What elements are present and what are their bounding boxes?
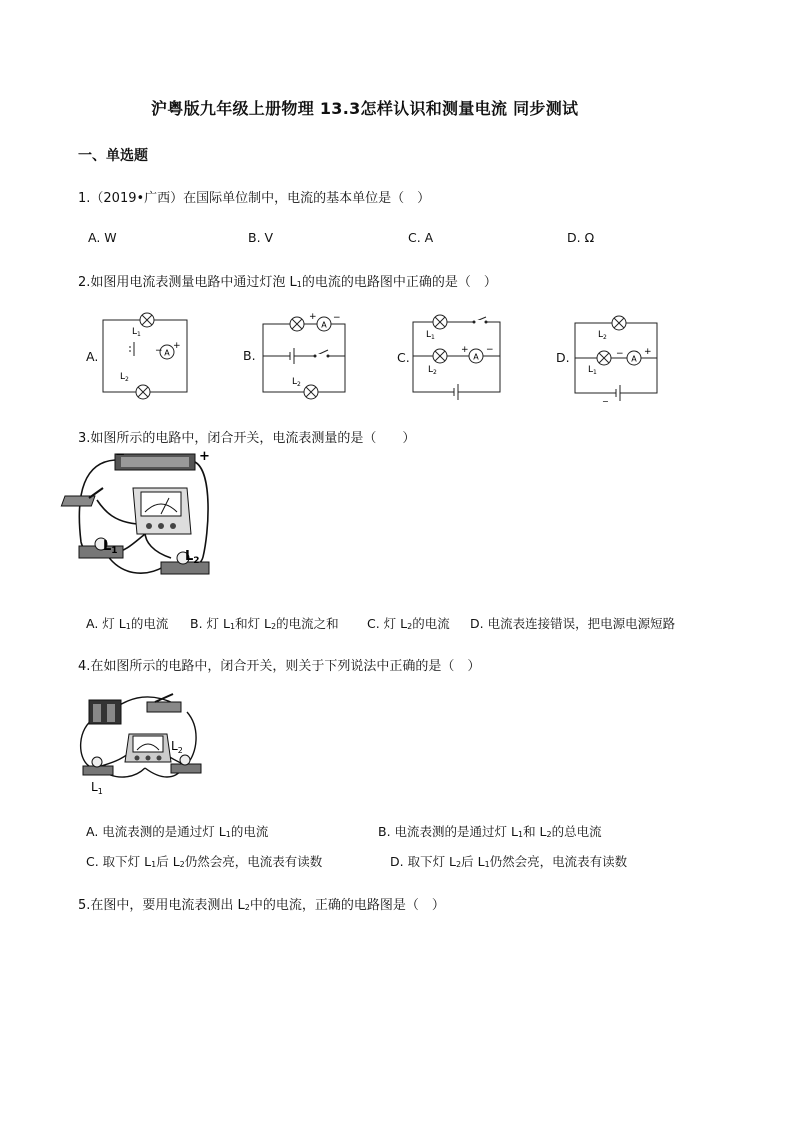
q1-option-d: D. Ω [567,230,595,245]
question-3-stem: 3.如图所示的电路中，闭合开关，电流表测量的是（ ） [78,431,416,446]
ammeter-icon [317,317,331,331]
q1-option-c: C. A [408,230,434,245]
svg-text:−: − [616,349,624,359]
question-1-stem: 1.（2019•广西）在国际单位制中，电流的基本单位是（ ） [78,191,431,206]
ammeter-icon [469,349,483,363]
q2-label-a: A. [86,349,99,364]
q4-option-c: C. 取下灯 L1后 L2仍然会亮，电流表有读数 [86,854,323,869]
q1-option-b: B. V [248,230,274,245]
lamp-icon [612,316,626,330]
lamp-icon [597,351,611,365]
question-4-stem: 4.在如图所示的电路中，闭合开关，则关于下列说法中正确的是（ ） [78,659,481,674]
svg-text:L1: $L_1$ [91,780,103,796]
circuit-photo-q4 [75,688,205,798]
svg-text:L2: $L_2$ [171,739,183,755]
lamp-icon [433,315,447,329]
svg-text:−: − [602,397,609,406]
lamp-icon [304,385,318,399]
svg-text:A: A [164,348,170,358]
question-5-stem: 5.在图中，要用电流表测出 L2中的电流，正确的电路图是（ ） [78,898,445,913]
svg-text:L1: $L_1$ [588,365,597,376]
section-heading: 一、单选题 [78,148,148,164]
q3-option-b: B. 灯 L1和灯 L2的电流之和 [190,616,339,631]
q4-option-a: A. 电流表测的是通过灯 L1的电流 [86,824,269,839]
q3-option-a: A. 灯 L1的电流 [86,616,169,631]
lamp-icon [433,349,447,363]
svg-text:−: − [115,447,126,461]
circuit-diagram-d [572,314,662,404]
ammeter-icon [627,351,641,365]
svg-text:+: + [309,312,317,322]
q3-option-d: D. 电流表连接错误，把电源电源短路 [470,616,676,631]
svg-text:−: − [333,313,341,323]
svg-text:A: A [473,352,479,362]
svg-text:L2: $L_2$ [292,377,301,388]
lamp-icon [136,385,150,399]
svg-text:L2: $L_2$ [598,330,607,341]
svg-text:+: + [199,449,210,464]
q2-label-b: B. [243,348,256,363]
svg-text:L2: $L_2$ [428,365,437,376]
q2-label-d: D. [556,350,570,365]
svg-text:L2: $L_2$ [120,372,129,383]
q4-option-d: D. 取下灯 L2后 L1仍然会亮，电流表有读数 [390,854,628,869]
svg-text:+: + [461,345,469,355]
svg-text:A: A [631,354,637,364]
circuit-diagram-a [100,312,190,407]
q1-option-a: A. W [88,230,117,245]
ammeter-icon [125,734,171,762]
svg-text:A: A [321,320,327,330]
page-title: 沪粤版九年级上册物理 13.3怎样认识和测量电流 同步测试 [151,99,579,118]
q4-option-b: B. 电流表测的是通过灯 L1和 L2的总电流 [378,824,602,839]
q2-label-c: C. [397,350,410,365]
ammeter-icon [133,488,191,534]
svg-text:−: − [155,346,163,356]
lamp-icon [290,317,304,331]
circuit-diagram-b [260,312,350,402]
circuit-diagram-c [410,312,505,402]
q3-option-c: C. 灯 L2的电流 [367,616,450,631]
lamp-icon [140,313,154,327]
circuit-photo-q3 [75,447,215,580]
svg-text:L2: $L_2$ [185,549,200,566]
svg-text:L1: $L_1$ [426,330,435,341]
question-2-stem: 2.如图用电流表测量电路中通过灯泡 L1的电流的电路图中正确的是（ ） [78,275,497,290]
svg-text:−: − [486,345,494,355]
svg-text:L1: $L_1$ [103,539,118,556]
svg-text:L1: $L_1$ [132,327,141,338]
svg-text:+: + [173,341,181,351]
svg-text:+: + [644,347,652,357]
